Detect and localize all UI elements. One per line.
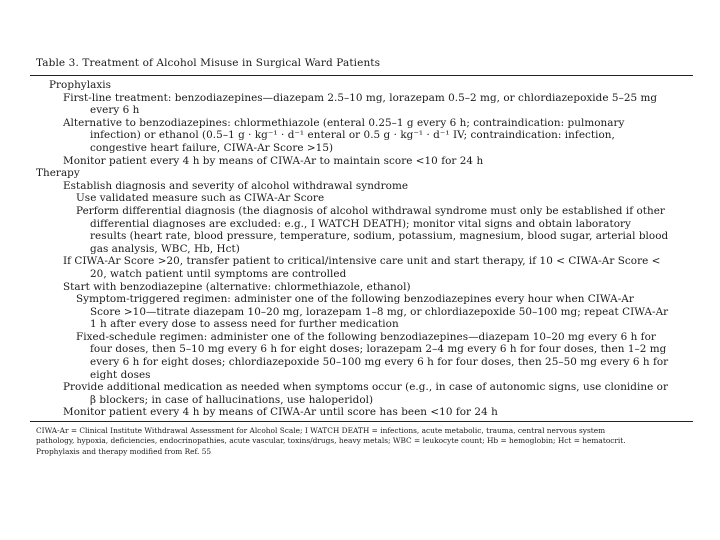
table-line: results (heart rate, blood pressure, temperature, sodium, potassium, magnesium, blood sugar, arterial blood: [90, 230, 669, 243]
table-block: [30, 56, 693, 457]
table-line: Prophylaxis: [49, 79, 112, 91]
table-line: Monitor patient every 4 h by means of CIWA-Ar until score has been <10 for 24 h: [63, 406, 498, 419]
table-line: congestive heart failure, CIWA-Ar Score >15): [90, 141, 334, 154]
table-body: [30, 76, 693, 421]
table-title: [30, 56, 693, 75]
table-line: every 6 h: [90, 104, 140, 117]
table-number: Table 3.: [36, 57, 79, 69]
table-line: Use validated measure such as CIWA-Ar Score: [76, 192, 325, 205]
table-footnotes: [30, 422, 693, 457]
footnote-line: pathology, hypoxia, deficiencies, endocrinopathies, acute vascular, toxins/drugs, heavy metals; WBC = leukocyte count; Hb = hemoglobin; Hct = hematocrit.: [36, 436, 626, 446]
table-line: Symptom-triggered regimen: administer one of the following benzodiazepines every hour when CIWA-Ar: [76, 293, 634, 306]
table-line: four doses, then 5–10 mg every 6 h for eight doses; lorazepam 2–4 mg every 6 h for four doses, then 1–2 mg: [90, 343, 667, 356]
table-line: 20, watch patient until symptoms are controlled: [90, 267, 347, 280]
table-line: Start with benzodiazepine (alternative: chlormethiazole, ethanol): [63, 280, 411, 293]
table-line: eight doses: [90, 368, 151, 381]
table-line: 1 h after every dose to assess need for further medication: [90, 318, 399, 331]
table-line: infection) or ethanol (0.5–1 g · kg⁻¹ · d⁻¹ enteral or 0.5 g · kg⁻¹ · d⁻¹ IV; contraindication: infection,: [90, 129, 615, 142]
table-line: First-line treatment: benzodiazepines—diazepam 2.5–10 mg, lorazepam 0.5–2 mg, or chlordiazepoxide 5–25 mg: [63, 91, 658, 104]
table-title-text: Treatment of Alcohol Misuse in Surgical Ward Patients: [82, 57, 381, 69]
footnote-line: CIWA-Ar = Clinical Institute Withdrawal Assessment for Alcohol Scale; I WATCH DEATH = infections, acute metabolic, trauma, central nervous system: [36, 426, 606, 436]
table-line: Score >10—titrate diazepam 10–20 mg, lorazepam 1–8 mg, or chlordiazepoxide 50–100 mg; repeat CIWA-Ar: [90, 305, 669, 318]
table-line: Establish diagnosis and severity of alcohol withdrawal syndrome: [63, 179, 409, 192]
table-line: Perform differential diagnosis (the diagnosis of alcohol withdrawal syndrome must only be established if other: [76, 204, 665, 217]
table-line: Therapy: [36, 167, 80, 180]
table-line: differential diagnoses are excluded: e.g., I WATCH DEATH); monitor vital signs and obtain laboratory: [90, 217, 631, 230]
table-line: If CIWA-Ar Score >20, transfer patient to critical/intensive care unit and start therapy, if 10 < CIWA-Ar Score <: [63, 255, 661, 268]
table-line: Monitor patient every 4 h by means of CIWA-Ar to maintain score <10 for 24 h: [63, 154, 484, 167]
table-line: gas analysis, WBC, Hb, Hct): [90, 242, 240, 255]
table-line: β blockers; in case of hallucinations, use haloperidol): [90, 393, 374, 406]
footnote-line: Prophylaxis and therapy modified from Ref. 55: [36, 446, 212, 456]
table-line: Alternative to benzodiazepines: chlormethiazole (enteral 0.25–1 g every 6 h; contraindication: pulmonary: [63, 116, 625, 129]
table-line: every 6 h for eight doses; chlordiazepoxide 50–100 mg every 6 h for four doses, then 25–50 mg every 6 h for: [90, 356, 669, 369]
table-line: Provide additional medication as needed when symptoms occur (e.g., in case of autonomic signs, use clonidine or: [63, 381, 668, 394]
table-line: Fixed-schedule regimen: administer one of the following benzodiazepines—diazepam 10–20 mg every 6 h for: [76, 330, 656, 343]
